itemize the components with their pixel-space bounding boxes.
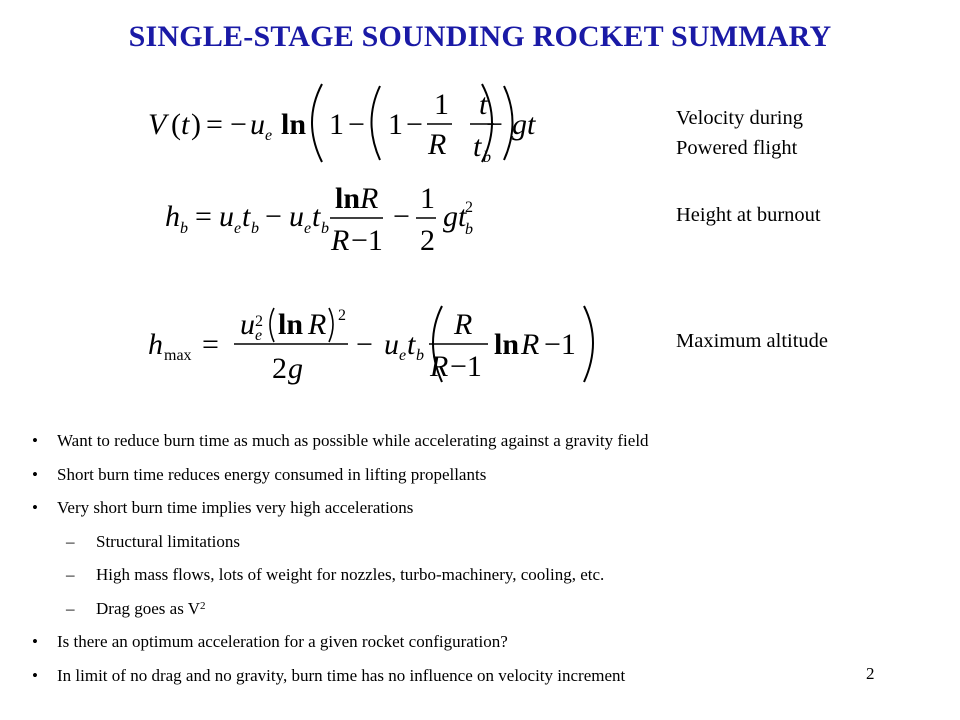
velocity-label-line-1: Velocity during <box>676 107 803 129</box>
svg-text:R: R <box>454 308 473 341</box>
svg-text:u: u <box>289 200 304 233</box>
svg-text:e: e <box>234 220 242 237</box>
svg-text:b: b <box>483 149 491 166</box>
svg-text:1: 1 <box>420 182 435 215</box>
drag-text: Drag goes as V <box>96 598 201 618</box>
svg-text:ln: ln <box>281 108 307 141</box>
svg-text:−1: −1 <box>544 328 576 361</box>
svg-text:h: h <box>165 200 180 233</box>
svg-text:R: R <box>308 308 327 341</box>
list-item <box>32 625 932 659</box>
page-number: 2 <box>866 664 875 683</box>
svg-text:t: t <box>181 108 190 141</box>
svg-text:−: − <box>356 328 373 361</box>
bullet-text: Short burn time reduces energy consumed in lifting propellants <box>57 464 487 484</box>
svg-text:R: R <box>360 182 379 215</box>
svg-text:t: t <box>242 200 251 233</box>
svg-text:−: − <box>393 200 410 233</box>
bullet-text: In limit of no drag and no gravity, burn time has no influence on velocity increment <box>57 665 626 685</box>
list-item <box>32 525 932 559</box>
svg-text:R: R <box>521 328 540 361</box>
list-item <box>32 558 932 592</box>
svg-text:e: e <box>265 127 273 144</box>
svg-text:2: 2 <box>465 199 473 216</box>
list-item <box>32 424 932 458</box>
list-item <box>32 458 932 492</box>
sub-bullet-text: High mass flows, lots of weight for nozzles, turbo-machinery, cooling, etc. <box>96 565 605 584</box>
svg-text:R: R <box>430 350 449 383</box>
bullet-text: Very short burn time implies very high accelerations <box>57 498 414 517</box>
list-item <box>32 592 932 626</box>
svg-text:=: = <box>202 328 219 361</box>
velocity-equation-tail <box>470 76 670 173</box>
svg-text:2: 2 <box>420 224 435 257</box>
list-item <box>32 659 932 693</box>
sub-bullet-marker: – <box>66 598 75 618</box>
sub-bullet-text: Structural limitations <box>96 531 241 551</box>
svg-text:2: 2 <box>255 313 263 330</box>
sub-bullet-marker: – <box>66 531 75 551</box>
burnout-height-equation <box>165 178 505 265</box>
svg-text:ln: ln <box>494 328 520 361</box>
svg-text:(: ( <box>171 108 181 141</box>
svg-text:−: − <box>486 108 503 141</box>
svg-text:−1: −1 <box>450 350 482 383</box>
svg-text:u: u <box>250 108 265 141</box>
svg-text:e: e <box>399 347 407 364</box>
svg-text:ln: ln <box>335 182 361 215</box>
svg-text:t: t <box>473 130 482 163</box>
svg-text:R: R <box>331 224 350 257</box>
svg-text:1: 1 <box>388 108 403 141</box>
svg-text:max: max <box>164 347 192 364</box>
svg-text:t: t <box>312 200 321 233</box>
max-altitude-label: Maximum altitude <box>676 330 829 352</box>
svg-text:u: u <box>219 200 234 233</box>
svg-text:b: b <box>180 220 188 237</box>
svg-text:1: 1 <box>434 88 449 121</box>
bullet-marker: • <box>32 498 38 517</box>
bullet-marker: • <box>32 431 38 450</box>
svg-text:u: u <box>240 308 255 341</box>
svg-text:1: 1 <box>329 108 344 141</box>
svg-text:V: V <box>148 108 167 141</box>
svg-text:R: R <box>428 128 447 161</box>
sub-bullet-text <box>96 592 206 626</box>
svg-text:u: u <box>384 328 399 361</box>
svg-text:gt: gt <box>512 108 536 141</box>
bullet-list <box>32 424 932 692</box>
svg-text:b: b <box>251 220 259 237</box>
burnout-label: Height at burnout <box>676 204 821 226</box>
list-item <box>32 491 932 525</box>
svg-text:−: − <box>406 108 423 141</box>
svg-text:ln: ln <box>278 308 304 341</box>
svg-text:b: b <box>416 347 424 364</box>
superscript: 2 <box>200 599 206 612</box>
svg-text:t: t <box>407 328 416 361</box>
svg-text:b: b <box>465 221 473 238</box>
bullet-text: Is there an optimum acceleration for a given rocket configuration? <box>57 632 508 651</box>
bullet-marker: • <box>32 665 38 685</box>
svg-text:h: h <box>148 328 163 361</box>
svg-text:−1: −1 <box>351 224 383 257</box>
velocity-label-line-2: Powered flight <box>676 137 798 159</box>
sub-bullet-marker: – <box>66 565 75 584</box>
svg-text:=: = <box>206 108 223 141</box>
svg-text:e: e <box>255 327 263 344</box>
svg-text:t: t <box>479 88 488 121</box>
svg-text:−: − <box>230 108 247 141</box>
svg-text:g: g <box>288 352 303 385</box>
bullet-marker: • <box>32 632 38 651</box>
svg-text:=: = <box>195 200 212 233</box>
svg-text:gt: gt <box>443 200 467 233</box>
svg-text:e: e <box>304 220 312 237</box>
bullet-text: Want to reduce burn time as much as possible while accelerating against a gravity field <box>57 431 649 450</box>
velocity-label <box>676 103 803 163</box>
svg-text:2: 2 <box>338 307 346 324</box>
svg-text:): ) <box>191 108 201 141</box>
slide-title: SINGLE-STAGE SOUNDING ROCKET SUMMARY <box>128 20 832 53</box>
svg-text:b: b <box>321 220 329 237</box>
svg-text:−: − <box>265 200 282 233</box>
svg-text:−: − <box>348 108 365 141</box>
svg-text:2: 2 <box>272 352 287 385</box>
max-altitude-equation <box>148 296 608 391</box>
bullet-marker: • <box>32 464 38 484</box>
